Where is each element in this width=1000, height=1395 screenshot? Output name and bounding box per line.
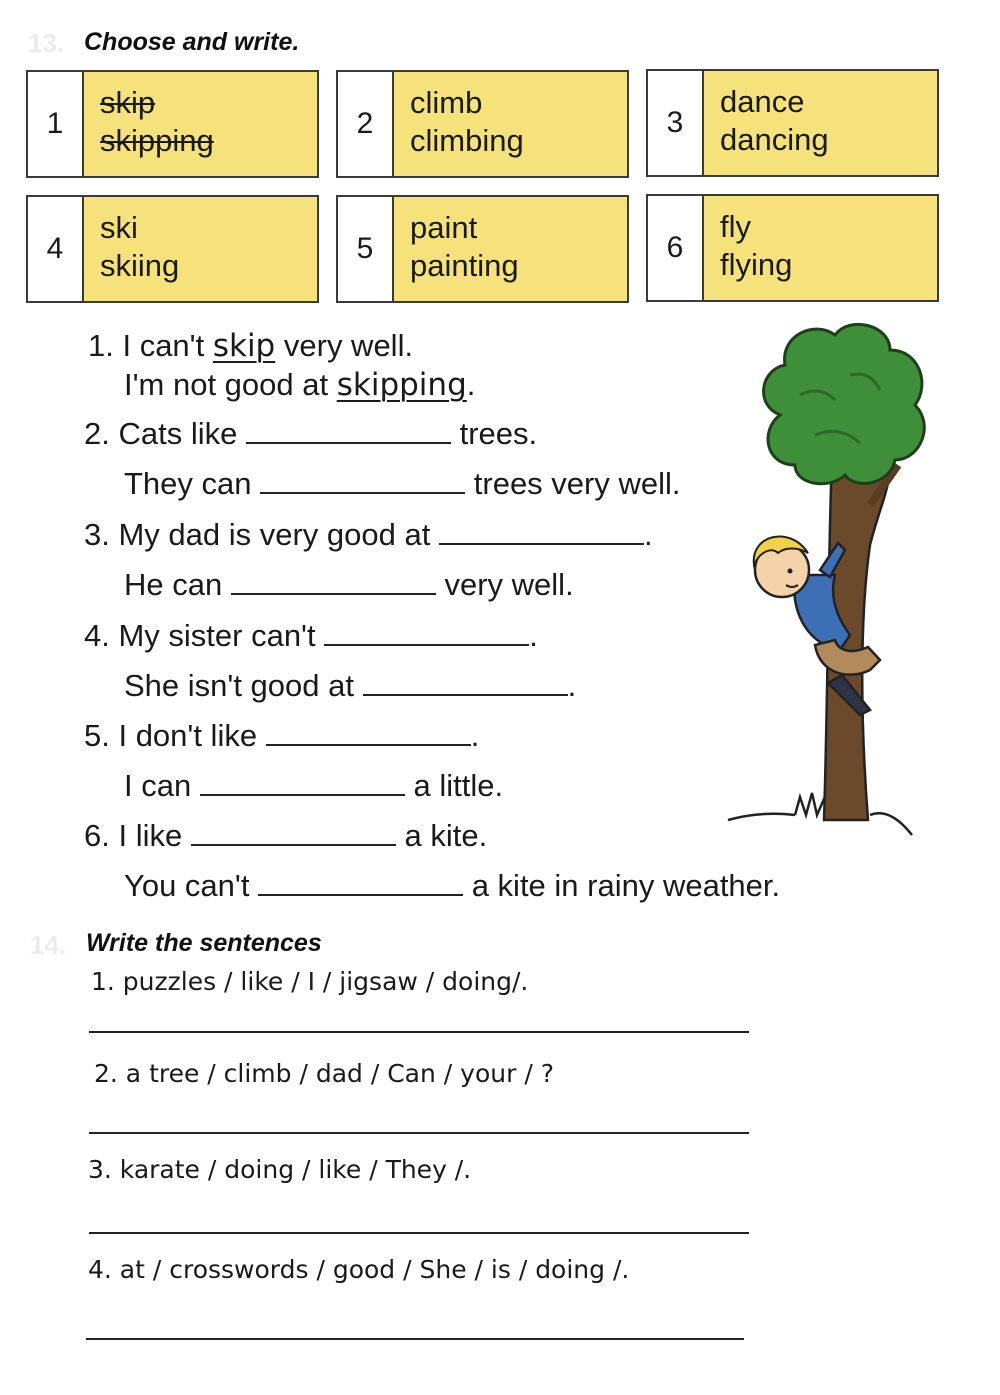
sentence-text: . — [470, 718, 480, 753]
sentence-text: trees. — [459, 416, 538, 451]
sentence-4a — [84, 618, 538, 654]
filled-answer: skipping — [336, 367, 467, 403]
sentence-text: He can — [124, 567, 223, 602]
sentence-text: I can — [124, 768, 192, 803]
exercise-13-number: 13. — [28, 28, 65, 58]
sentence-2b — [124, 466, 681, 502]
sentence-text: They can — [124, 466, 252, 501]
sentence-5b — [124, 768, 503, 804]
box-base-word: dance — [720, 84, 805, 119]
word-box-5 — [336, 195, 629, 303]
sentence-text: . — [643, 517, 653, 552]
sentence-6a — [84, 818, 487, 854]
sentence-text: She isn't good at — [124, 668, 354, 703]
box-ing-word: flying — [720, 247, 793, 282]
word-box-1 — [26, 70, 319, 178]
word-box-4 — [26, 195, 319, 303]
box-number: 4 — [28, 197, 84, 301]
scrambled-sentence-3: 3. karate / doing / like / They /. — [88, 1155, 472, 1184]
answer-blank[interactable] — [324, 620, 529, 646]
grass — [728, 793, 912, 835]
answer-blank[interactable] — [191, 820, 396, 846]
sentence-text: a kite in rainy weather. — [471, 868, 781, 903]
sentence-text: . — [466, 367, 476, 402]
box-base-word: ski — [100, 210, 138, 245]
box-base-word: paint — [410, 210, 478, 245]
word-box-2 — [336, 70, 629, 178]
sentence-text: very well. — [283, 328, 414, 363]
answer-blank[interactable] — [231, 569, 436, 595]
answer-line-2[interactable] — [89, 1132, 749, 1134]
box-ing-word: dancing — [720, 122, 829, 157]
sentence-1a — [88, 328, 413, 364]
scrambled-sentence-1: 1. puzzles / like / I / jigsaw / doing/. — [91, 967, 529, 996]
box-ing-word: skipping — [100, 123, 214, 158]
sentence-text: 6. I like — [84, 818, 183, 853]
answer-line-1[interactable] — [89, 1031, 749, 1033]
sentence-text: a kite. — [404, 818, 488, 853]
box-base-word: climb — [410, 85, 483, 120]
box-ing-word: skiing — [100, 248, 180, 283]
sentence-4b — [124, 668, 576, 704]
sentence-text: I'm not good at — [124, 367, 329, 402]
box-base-word: fly — [720, 209, 751, 244]
answer-blank[interactable] — [439, 519, 644, 545]
filled-answer: skip — [212, 328, 276, 364]
word-box-6 — [646, 194, 939, 302]
sentence-text: 3. My dad is very good at — [84, 517, 431, 552]
sentence-text: a little. — [413, 768, 504, 803]
scrambled-sentence-2: 2. a tree / climb / dad / Can / your / ? — [94, 1059, 554, 1088]
sentence-text: 2. Cats like — [84, 416, 238, 451]
answer-blank[interactable] — [246, 418, 451, 444]
sentence-1b — [124, 367, 475, 403]
box-number: 3 — [648, 71, 704, 175]
sentence-5a — [84, 718, 479, 754]
box-number: 5 — [338, 197, 394, 301]
answer-blank[interactable] — [258, 870, 463, 896]
exercise-14-title: Write the sentences — [86, 929, 322, 957]
sentence-text: 4. My sister can't — [84, 618, 316, 653]
answer-line-4[interactable] — [86, 1338, 744, 1340]
sentence-text: trees very well. — [473, 466, 681, 501]
exercise-13-title: Choose and write. — [84, 28, 300, 56]
box-ing-word: climbing — [410, 123, 524, 158]
scrambled-sentence-4: 4. at / crosswords / good / She / is / doing /. — [88, 1255, 630, 1284]
box-ing-word: painting — [410, 248, 519, 283]
exercise-14-number: 14. — [30, 930, 67, 960]
answer-blank[interactable] — [363, 670, 568, 696]
answer-blank[interactable] — [266, 720, 471, 746]
box-number: 6 — [648, 196, 704, 300]
word-box-3 — [646, 69, 939, 177]
sentence-text: 1. I can't — [88, 328, 205, 363]
sentence-text: . — [529, 618, 538, 653]
box-number: 1 — [28, 72, 84, 176]
sentence-6b — [124, 868, 780, 904]
sentence-text: You can't — [124, 868, 250, 903]
sentence-3a — [84, 517, 653, 553]
sentence-text: 5. I don't like — [84, 718, 258, 753]
box-number: 2 — [338, 72, 394, 176]
answer-blank[interactable] — [200, 770, 405, 796]
sentence-3b — [124, 567, 574, 603]
box-base-word: skip — [100, 85, 156, 120]
answer-blank[interactable] — [260, 468, 465, 494]
answer-line-3[interactable] — [89, 1232, 749, 1234]
sentence-text: very well. — [444, 567, 574, 602]
boy-climbing-tree-illustration — [720, 315, 930, 845]
sentence-text: . — [567, 668, 577, 703]
tree-foliage — [764, 324, 925, 483]
sentence-2a — [84, 416, 537, 452]
